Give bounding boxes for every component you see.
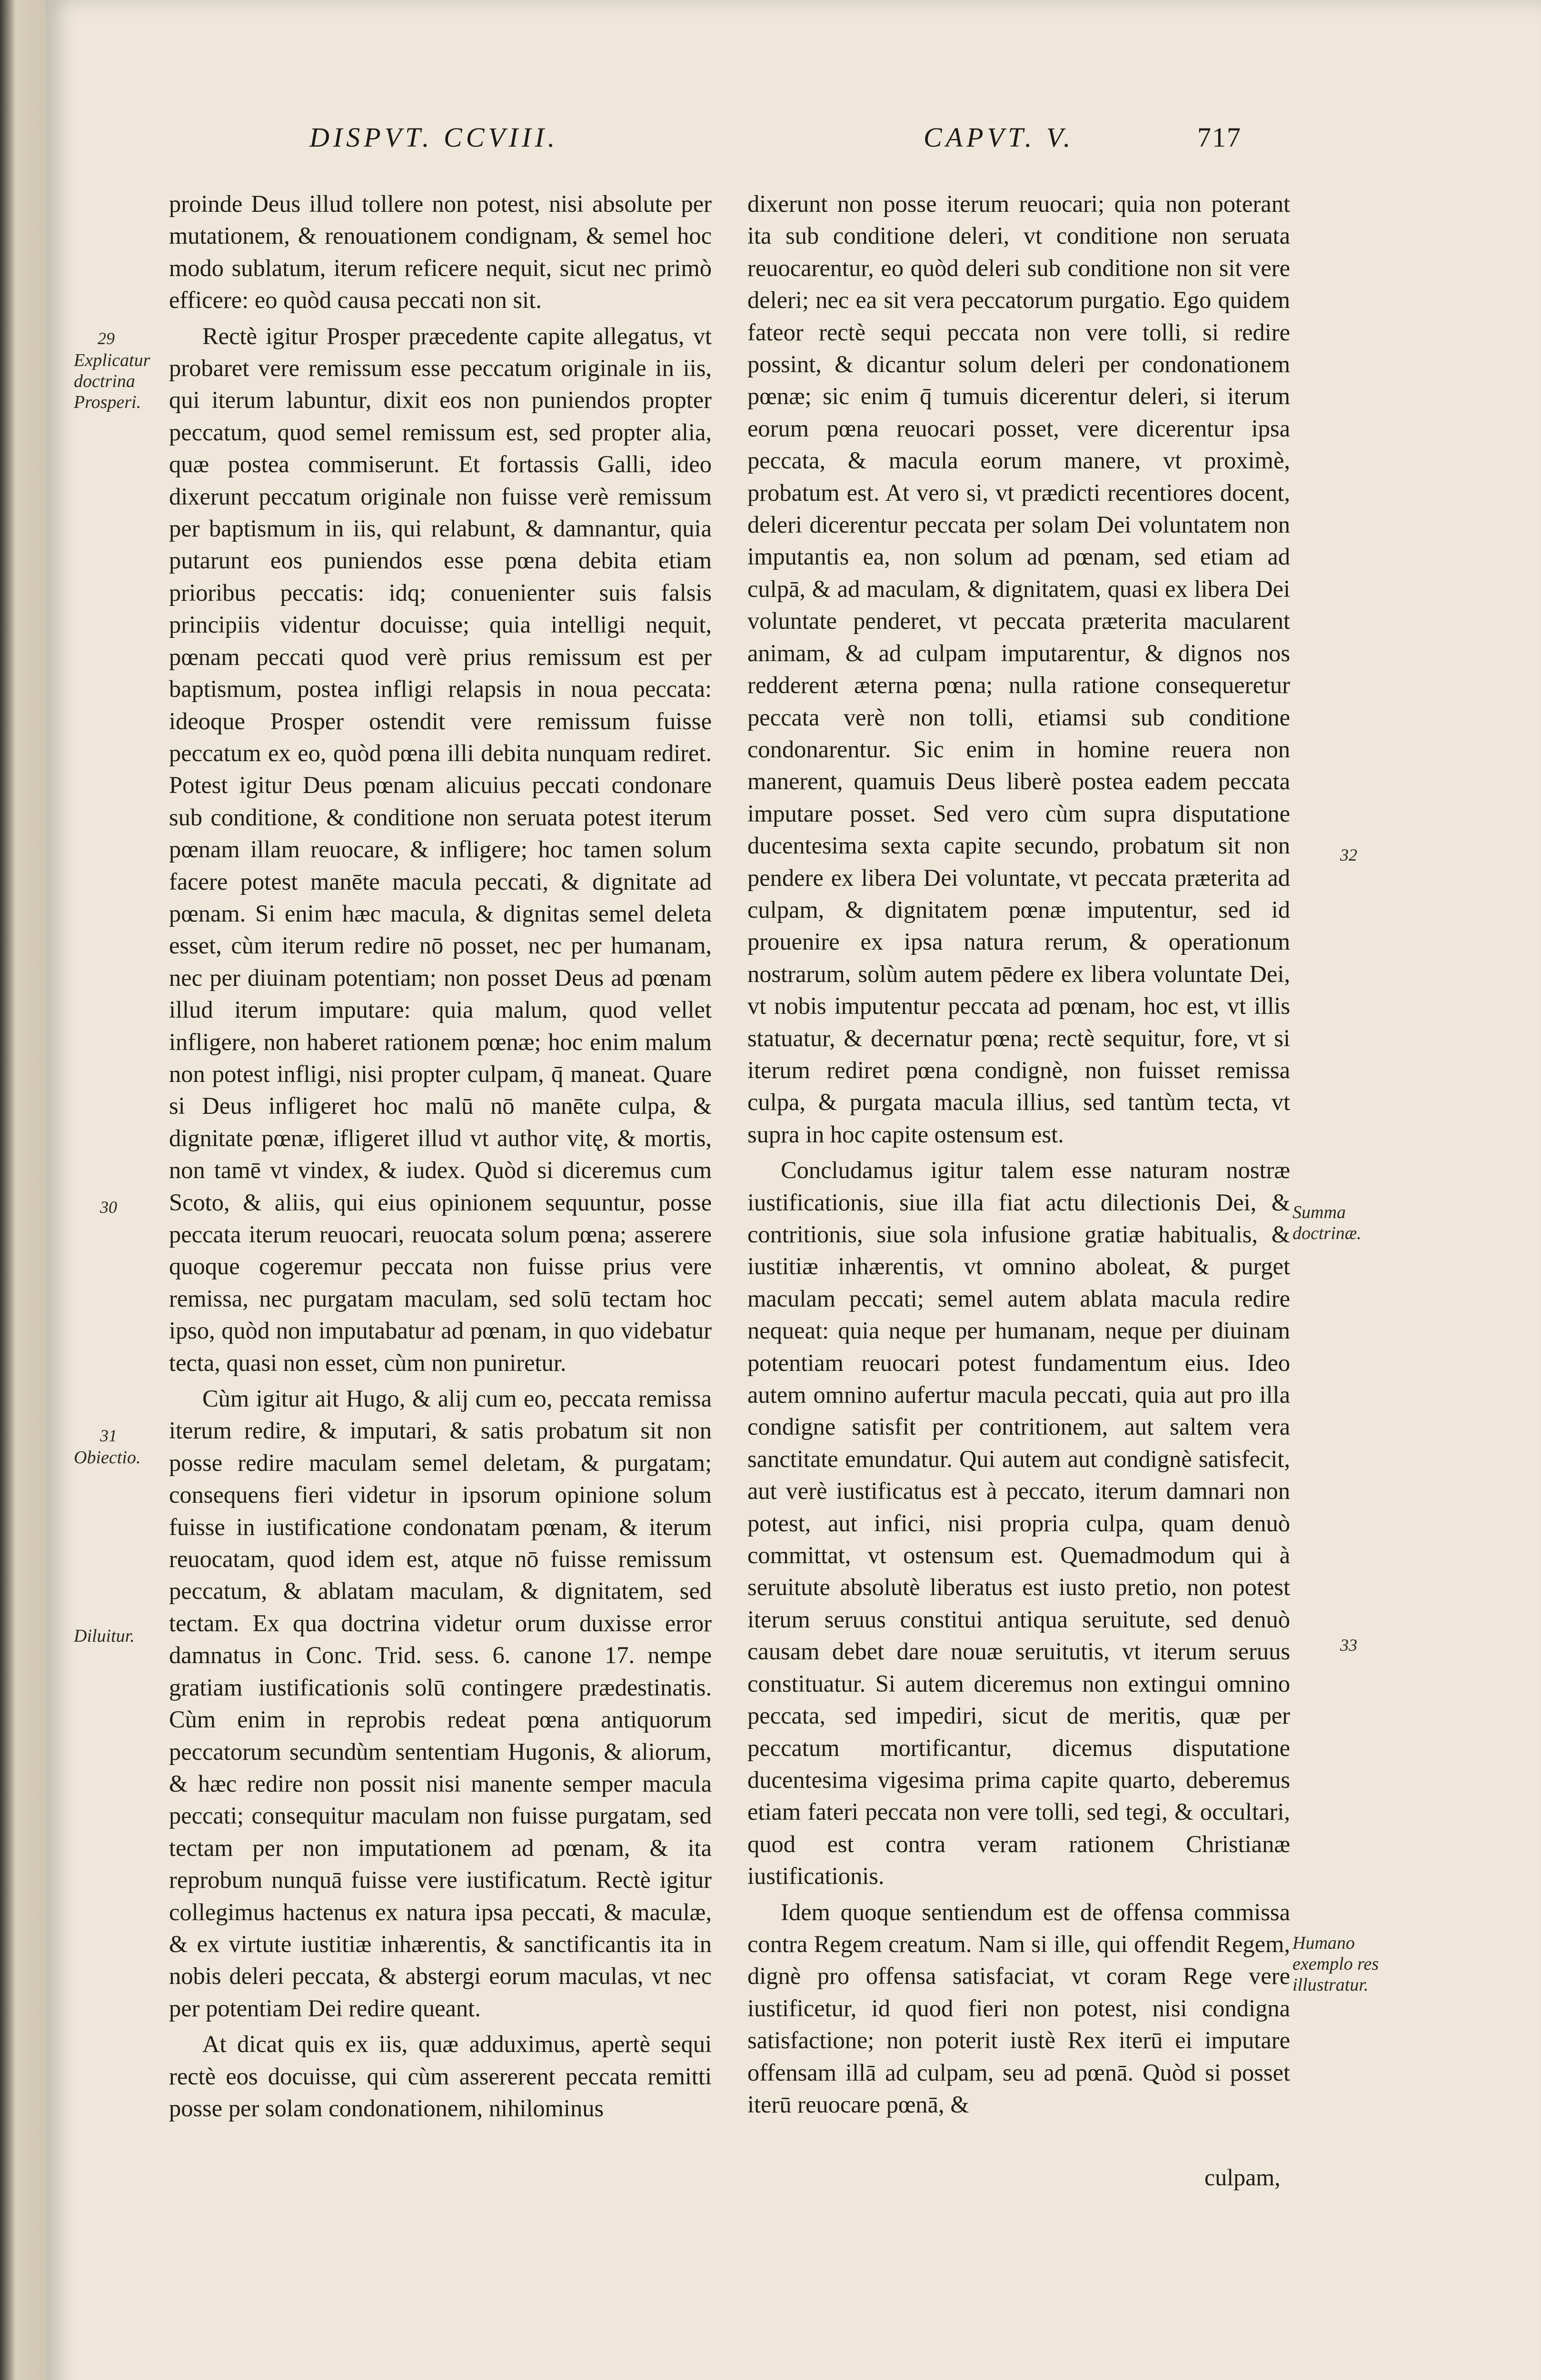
right-paragraph: Concludamus igitur talem esse naturam nostræ iustificationis, siue illa fiat actu dilectionis Dei, & contritionis, siue sola infusione gratiæ habitualis, & iustitiæ inhærentis, vt omnino aboleat, & purget maculam peccati; semel autem ablata macula redire nequeat: quia neque per humanam, neque per diuinam potentiam reuocari potest fundamentum eius. Ideo autem omnino aufertur macula peccati, quia aut pro illa condigne satisfit per contritionem, aut saltem vera sanctitate emundatur. Qui autem aut condignè satisfecit, aut verè iustificatus est à peccato, iterum damnari non potest, aut infici, nisi propria culpa, quam denuò committat, vt ostensum est. Quemadmodum qui à seruitute absolutè liberatus est iusto pretio, non potest iterum seruus constitui antiqua seruitute, sed denuò causam debet dare nouæ seruitutis, vt iterum seruus constituatur. Si autem diceremus non extingui omnino peccata, sed impediri, sicut de meritis, quæ per peccatum mortificantur, dicemus disputatione ducentesima vigesima prima capite quarto, deberemus etiam fateri peccata non vere tolli, sed tegi, & occultari, quod est contra veram rationem Christianæ iustificationis. — [747, 1157, 1290, 1890]
header-disputatio: DISPVT. CCVIII. — [309, 122, 559, 153]
margin-note-summa: Summa doctrinæ. — [1292, 1202, 1362, 1243]
book-page — [45, 0, 1541, 2380]
right-paragraph: Idem quoque sentiendum est de offensa commissa contra Regem creatum. Nam si ille, qui offendit Regem, dignè pro offensa satisfaciat, vt coram Rege vere iustificetur, id quod fieri non potest, nisi condigna satisfactione; non poterit iustè Rex iterū ei imputare offensam illā ad culpam, seu ad pœnā. Quòd si posset iterū reuocare pœnā, & — [747, 1898, 1290, 2118]
margin-note-diluitur: Diluitur. — [74, 1626, 135, 1646]
margin-number-33: 33 — [1340, 1636, 1357, 1655]
left-paragraph: proinde Deus illud tollere non potest, nisi absolute per mutationem, & renouationem condignam, & semel hoc modo sublatum, iterum reficere nequit, sicut nec primò efficere: eo quòd causa peccati non sit. — [169, 190, 712, 314]
left-paragraph: At dicat quis ex iis, quæ adduximus, apertè sequi rectè eos docuisse, qui cùm assererent peccata remitti posse per solam condonationem, nihilominus — [169, 2031, 712, 2122]
margin-note-obiectio: Obiectio. — [74, 1448, 141, 1468]
header-caput: CAPVT. V. — [924, 122, 1074, 153]
margin-note-explicatur: Explicatur doctrina Prosperi. — [74, 350, 150, 412]
left-paragraph: Rectè igitur Prosper præcedente capite allegatus, vt probaret vere remissum esse peccatum originale in iis, qui iterum labuntur, dixit eos non puniendos propter peccatum, quod semel remissum est, sed propter alia, quæ postea commiserunt. Et fortassis Galli, ideo dixerunt peccatum originale non fuisse verè remissum per baptismum in iis, qui relabunt, & damnantur, quia putarunt eos puniendos esse pœna debita etiam prioribus peccatis: idq; conuenienter suis falsis principiis videntur docuisse; quia intelligi nequit, pœnam peccati quod verè prius remissum est per baptismum, postea infligi relapsis in noua peccata: ideoque Prosper ostendit vere remissum fuisse peccatum ex eo, quòd pœna illi debita nunquam rediret. Potest igitur Deus pœnam alicuius peccati condonare sub conditione, & conditione non seruata potest iterum pœnam illam reuocare, & infligere; hoc tamen solum facere potest manēte macula peccati, & dignitate ad pœnam. Si enim hæc macula, & dignitas semel deleta esset, cùm iterum redire nō posset, nec per humanam, nec per diuinam potentiam; non posset Deus ad pœnam illud iterum imputare: quia malum, quod vellet infligere, non haberet rationem pœnæ; hoc enim malum non potest infligi, nisi propter culpam, q̄ maneat. Quare si Deus infligeret hoc malū nō manēte culpa, & dignitate pœnæ, ifligeret illud vt author vitę, & mortis, non tamē vt vindex, & iudex. Quòd si diceremus cum Scoto, & aliis, qui eius opinionem sequuntur, posse peccata iterum reuocari, reuocata solum pœna; asserere quoque cogeremur peccata non fuisse prius vere remissa, nec purgatam maculam, sed solū tectam hoc ipso, quòd non imputabatur ad pœnam, in quo videbatur tecta, quasi non esset, cùm non puniretur. — [169, 322, 712, 1376]
margin-note-humano: Humano exemplo res illustratur. — [1292, 1933, 1379, 1995]
right-text-column — [747, 188, 1290, 2121]
margin-number-31: 31 — [100, 1426, 117, 1445]
running-header — [45, 121, 1541, 159]
margin-number-32: 32 — [1340, 845, 1357, 864]
page-number: 717 — [1197, 122, 1242, 153]
margin-number-29: 29 — [98, 329, 115, 348]
previous-page-edge — [0, 0, 45, 2380]
right-paragraph: dixerunt non posse iterum reuocari; quia non poterant ita sub conditione deleri, vt conditione non seruata reuocarentur, eo quòd deleri sub conditione non sit vere deleri; nec ea sit vera peccatorum purgatio. Ego quidem fateor rectè sequi peccata non vere tolli, si redire possint, & dicantur solum deleri per condonationem pœnæ; sic enim q̄ tumuis dicerentur deleri, si iterum eorum pœna reuocari posset, vere dicerentur ipsa peccata, & macula eorum manere, vt proximè, probatum est. At vero si, vt prædicti recentiores docent, deleri dicerentur peccata per solam Dei voluntatem non imputantis ea, non solum ad pœnam, sed etiam ad culpā, & ad maculam, & dignitatem, quasi ex libera Dei voluntate penderet, vt peccata præterita macularent animam, & ad culpam imputarentur, & dignos nos redderent æterna pœna; nulla ratione consequeretur peccata verè non tolli, etiamsi sub conditione condonarentur. Sic enim in homine reuera non manerent, quamuis Deus liberè postea eadem peccata imputare posset. Sed vero cùm supra disputatione ducentesima sexta capite secundo, probatum sit non pendere ex libera Dei voluntate, vt peccata præterita ad culpam, & dignitatem pœnæ imputentur, sed id prouenire ex ipsa natura rerum, & operationum nostrarum, solùm autem pēdere ex libera voluntate Dei, vt nobis imputentur peccata ad pœnam, hoc est, vt illis statuatur, & decernatur pœna; rectè sequitur, fore, vt si iterum rediret pœna condignè, non fuisset remissa culpa, & purgata macula illius, sed tantùm tecta, vt supra in hoc capite ostensum est. — [747, 190, 1290, 1148]
left-paragraph: Cùm igitur ait Hugo, & alij cum eo, peccata remissa iterum redire, & imputari, & satis probatum sit non posse redire maculam semel deletam, & purgatam; consequens fieri videtur in ipsorum opinione solum fuisse in iustificatione condonatam pœnam, & iterum reuocatam, quod idem est, atque nō fuisse remissum peccatum, & ablatam maculam, & dignitatem, sed tectam. Ex qua doctrina videtur orum duxisse error damnatus in Conc. Trid. sess. 6. canone 17. nempe gratiam iustificationis solū contingere prædestinatis. Cùm enim in reprobis redeat pœna antiquorum peccatorum secundùm sententiam Hugonis, & aliorum, & hæc redire non possit nisi manente semper macula peccati; consequitur maculam non fuisse purgatam, sed tectam per non imputationem ad pœnam, & ita reprobum nunquā fuisse vere iustificatum. Rectè igitur collegimus hactenus ex natura ipsa peccati, & maculæ, & ex virtute iustitiæ inhærentis, & sanctificantis ita in nobis deleri peccata, & abstergi eorum maculas, vt nec per potentiam Dei redire queant. — [169, 1385, 712, 2022]
margin-number-30: 30 — [100, 1198, 117, 1217]
catchword: culpam, — [1204, 2164, 1281, 2191]
left-text-column — [169, 188, 712, 2124]
